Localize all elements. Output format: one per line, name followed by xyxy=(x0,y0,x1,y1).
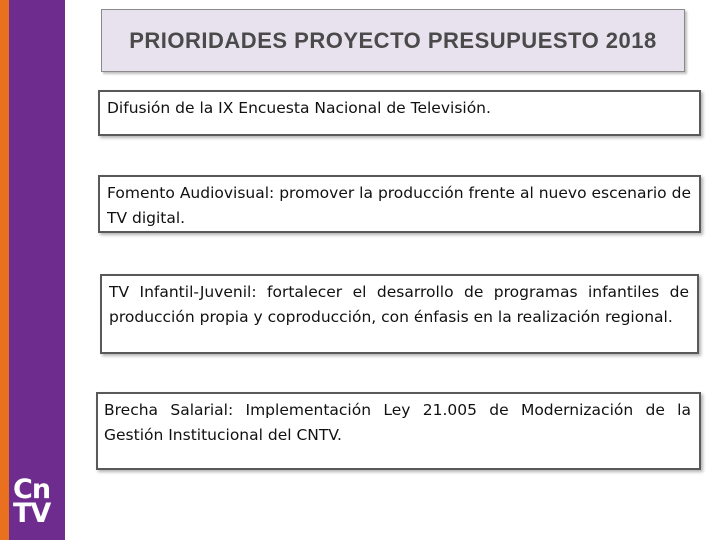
cntv-logo xyxy=(13,474,57,529)
purple-side-band xyxy=(9,0,65,540)
priority-item-2: Fomento Audiovisual: promover la producción frente al nuevo escenario de TV digital. xyxy=(98,175,701,233)
priority-item-3: TV Infantil-Juvenil: fortalecer el desarrollo de programas infantiles de producción propia y coproducción, con énfasis en la realización regional. xyxy=(100,274,699,354)
slide-title: PRIORIDADES PROYECTO PRESUPUESTO 2018 xyxy=(101,9,685,72)
logo-line-1: Cn xyxy=(13,474,51,505)
orange-accent-strip xyxy=(0,0,9,540)
priority-item-4: Brecha Salarial: Implementación Ley 21.005 de Modernización de la Gestión Institucional del CNTV. xyxy=(96,392,701,470)
priority-item-1: Difusión de la IX Encuesta Nacional de Televisión. xyxy=(98,90,701,136)
logo-line-2: TV xyxy=(13,498,51,529)
